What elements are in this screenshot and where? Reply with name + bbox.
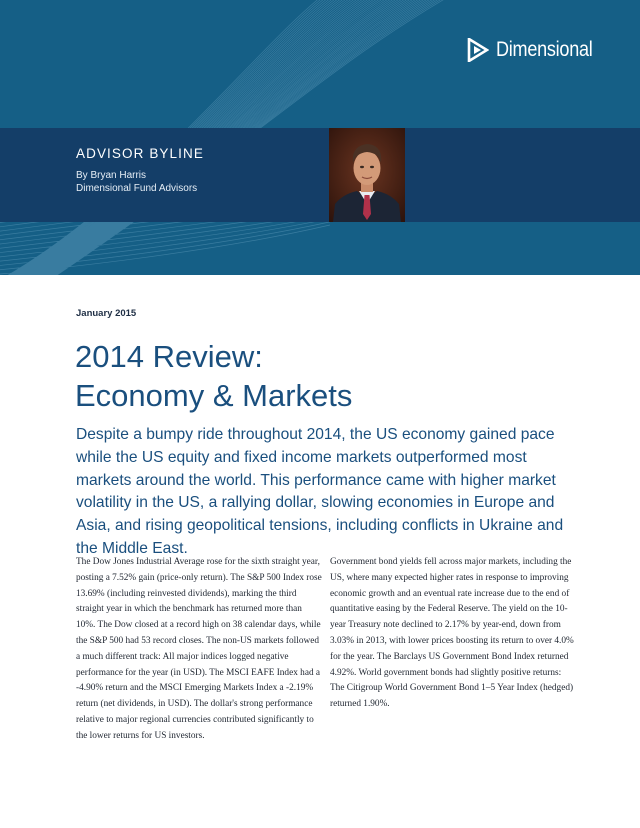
dimensional-mark-icon: [467, 38, 489, 62]
byline-company: Dimensional Fund Advisors: [76, 183, 198, 194]
body-column-left: The Dow Jones Industrial Average rose for the sixth straight year, posting a 7.52% gain (price-only return). The S&P 500 Index rose 13.69% (including reinvested dividends), marking the third straight year in which the benchmark has returned more than 10%. The Dow closed at a record high on 38 calendar days, while the S&P 500 had 53 record closes. The non-US markets followed a much different track: All major indices logged negative performance for the year (in USD). The MSCI EAFE Index had a -4.90% return and the MSCI Emerging Markets Index a -2.19% return (net dividends, in USD). The dollar's strong performance relative to major regional currencies contributed significantly to the lower returns for US investors.: [76, 557, 322, 741]
author-portrait: [329, 128, 405, 222]
article-title-line-1: 2014 Review:: [75, 339, 263, 374]
byline-label: ADVISOR BYLINE: [76, 146, 204, 161]
byline-author: By Bryan Harris: [76, 170, 147, 181]
logo-wordmark: Dimensional: [495, 38, 593, 61]
article-intro: Despite a bumpy ride throughout 2014, the US economy gained pace while the US equity and fixed income markets outperformed most markets around the world. This performance came with higher market volatility in the US, a rallying dollar, slowing economies in Europe and Asia, and rising geopolitical tensions, including conflicts in Ukraine and the Middle East.: [76, 426, 564, 557]
article-title-line-2: Economy & Markets: [75, 378, 353, 413]
body-column-right: Government bond yields fell across major markets, including the US, where many expected higher rates in response to improving economic growth and an eventual rate increase due to the end of quantitative easing by the Federal Reserve. The yield on the 10-year Treasury note declined to 2.17% by year-end, down from 3.03% in 2013, with lower prices boosting its return to over 4.0% for the year. The Barclays US Government Bond Index returned 4.92%. World government bonds had slightly positive returns: The Citigroup World Government Bond 1–5 Year Index (hedged) returned 1.90%.: [330, 557, 574, 710]
dimensional-logo: [467, 38, 596, 62]
publication-date: January 2015: [76, 308, 137, 319]
